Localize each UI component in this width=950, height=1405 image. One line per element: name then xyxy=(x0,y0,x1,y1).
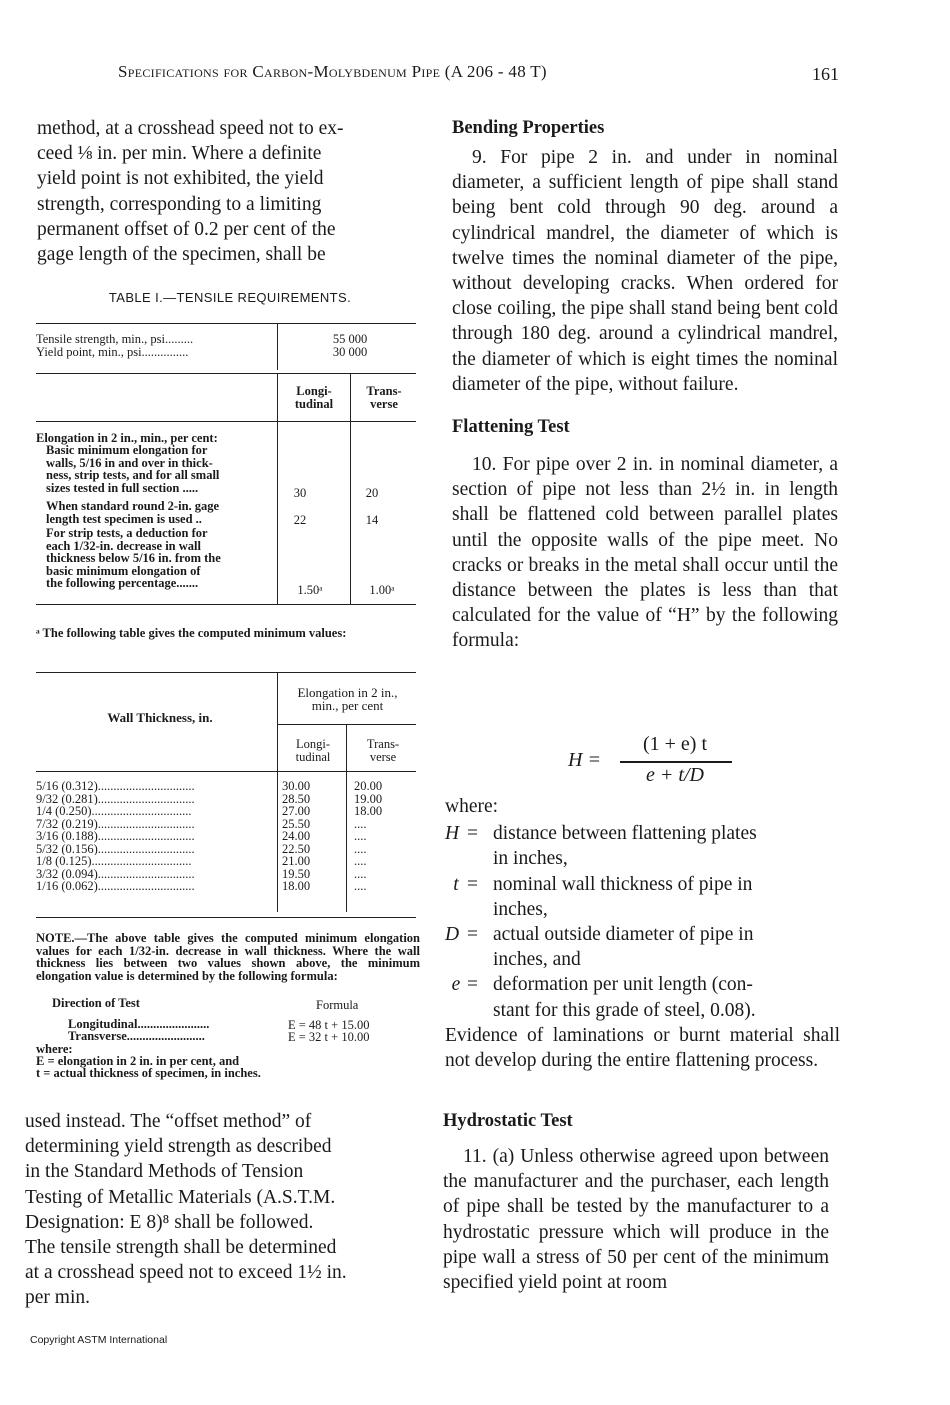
col-longitudinal: Longi- tudinal xyxy=(295,737,331,764)
table-row: 1/4 (0.250)................................ xyxy=(36,805,192,818)
transverse-value: .... xyxy=(354,854,367,868)
rule xyxy=(277,323,278,370)
definition-symbol: e xyxy=(451,974,461,996)
round-longitudinal-value: 22 xyxy=(293,513,307,527)
running-header: Specifications for Carbon-Molybdenum Pipe (A 206 - 48 T) xyxy=(118,62,547,81)
yield-point-value: 30 000 xyxy=(332,345,368,359)
transverse-value: .... xyxy=(354,816,367,831)
rule xyxy=(36,323,416,324)
longitudinal-value: 22.50 xyxy=(282,841,311,856)
definition-symbol: D xyxy=(445,924,460,946)
table1-footnote: ᵃ The following table gives the computed minimum values: xyxy=(36,626,347,640)
definition-equals: = xyxy=(467,873,478,895)
intro-paragraph xyxy=(37,116,427,267)
table-row: 1/8 (0.125)................................ xyxy=(36,855,192,868)
longitudinal-value: 27.00 xyxy=(282,804,311,818)
definition-item xyxy=(445,872,840,922)
e-definition: E = elongation in 2 in. in per cent, and xyxy=(36,1054,240,1068)
fraction-bar xyxy=(620,761,732,763)
note-where: where: xyxy=(36,1042,73,1056)
flattening-formula xyxy=(568,733,728,793)
where-label: where: xyxy=(445,796,499,817)
direction-heading: Direction of Test xyxy=(52,996,140,1010)
text-line: used instead. The “offset method” of xyxy=(25,1111,312,1132)
text-line: Designation: E 8)⁸ shall be followed. xyxy=(25,1211,314,1233)
rule xyxy=(36,604,416,605)
definition-equals: = xyxy=(467,974,478,996)
rule xyxy=(36,917,416,918)
transverse-value: 19.00 xyxy=(354,791,383,806)
formula-heading: Formula xyxy=(316,998,359,1012)
text-line: strength, corresponding to a limiting xyxy=(37,193,322,215)
text-line: yield point is not exhibited, the yield xyxy=(37,168,324,190)
longitudinal-label: Longitudinal....................... xyxy=(68,1018,210,1031)
bending-heading: Bending Properties xyxy=(452,118,605,138)
page-number: 161 xyxy=(812,64,839,84)
text-line: permanent offset of 0.2 per cent of the xyxy=(37,218,336,240)
strip-test-label: For strip tests, a deduction for each 1/32-in. decrease in wall thickness below 5/16 in. from the basic minimum elongation of the following percentage....... xyxy=(46,526,221,590)
text-line: The tensile strength shall be determined xyxy=(25,1237,337,1259)
table-row: 3/32 (0.094)............................... xyxy=(36,867,195,880)
t-definition: t = actual thickness of specimen, in inches. xyxy=(36,1066,261,1080)
definition-text: nominal wall thickness of pipe in inches, xyxy=(493,873,753,920)
right-column-bottom xyxy=(443,1111,829,1295)
basic-transverse-value: 20 xyxy=(365,486,379,500)
rule xyxy=(346,724,347,912)
definition-item xyxy=(445,821,840,871)
hydrostatic-paragraph: 11. (a) Unless otherwise agreed upon between the manufacturer and the purchaser, each length of pipe shall be tested by the manufacturer to a hydrostatic pressure which will produce in the pipe wall a stress of 50 per cent of the minimum specified yield point at room xyxy=(443,1146,829,1294)
definition-text: actual outside diameter of pipe in inches, and xyxy=(493,924,754,971)
flattening-heading: Flattening Test xyxy=(452,417,570,438)
transverse-value: .... xyxy=(354,841,367,856)
definition-text: deformation per unit length (con- stant for this grade of steel, 0.08). xyxy=(493,974,756,1021)
bending-paragraph: 9. For pipe 2 in. and under in nominal diameter, a sufficient length of pipe shall stand being bent cold through 90 deg. around a cylindrical mandrel, the diameter of which is twelve times the nominal diameter of the pipe, without developing cracks. When ordered for close coiling, the pipe shall stand being bent cold through 180 deg. around a cylindrical mandrel, the diameter of which is eight times the nominal diameter of the pipe, without failure. xyxy=(452,147,838,395)
yield-point-label: Yield point, min., psi............... xyxy=(36,345,189,359)
rule xyxy=(277,374,278,604)
copyright-footer: Copyright ASTM International xyxy=(30,1334,168,1346)
col-elongation: Elongation in 2 in., min., per cent xyxy=(297,685,398,713)
definition-text: distance between flattening plates in inches, xyxy=(493,823,757,870)
rule xyxy=(36,373,416,374)
formula-denominator: e + t/D xyxy=(646,764,704,786)
formula-numerator: (1 + e) t xyxy=(642,733,708,755)
tensile-strength-label: Tensile strength, min., psi......... xyxy=(36,332,194,346)
rule xyxy=(350,374,351,604)
strip-longitudinal-value: 1.50ᵃ xyxy=(297,583,323,597)
text-line: method, at a crosshead speed not to ex- xyxy=(37,118,344,139)
definition-symbol: H xyxy=(445,823,460,845)
table-note: NOTE.—The above table gives the computed minimum elongation values for each 1/32-in. decrease in wall thickness. Where the wall thickness lies between two values shown above, the minimum elongation value is determined by the following formula: xyxy=(36,931,420,983)
col-transverse: Trans- verse xyxy=(366,737,400,764)
longitudinal-value: 18.00 xyxy=(282,879,311,893)
longitudinal-value: 25.50 xyxy=(282,816,311,831)
round-specimen-label: When standard round 2-in. gage length test specimen is used .. xyxy=(46,499,220,526)
transverse-value: .... xyxy=(354,829,367,843)
text-line: in the Standard Methods of Tension xyxy=(25,1161,304,1183)
round-transverse-value: 14 xyxy=(365,513,379,527)
text-line: per min. xyxy=(25,1287,90,1309)
evidence-paragraph: Evidence of laminations or burnt material shall not develop during the entire flattening process. xyxy=(445,1024,840,1072)
table-row: 3/16 (0.188)............................... xyxy=(36,830,195,843)
continuation-paragraph xyxy=(25,1109,415,1311)
transverse-value: 20.00 xyxy=(354,779,383,793)
text-line: determining yield strength as described xyxy=(25,1136,332,1158)
longitudinal-value: 21.00 xyxy=(282,854,311,868)
formula-definitions xyxy=(445,794,840,1073)
rule xyxy=(36,771,416,772)
table-row: 7/32 (0.219)............................... xyxy=(36,817,195,830)
strip-transverse-value: 1.00ᵃ xyxy=(369,583,395,597)
rule xyxy=(36,421,416,422)
left-column xyxy=(37,116,427,267)
flattening-paragraph: 10. For pipe over 2 in. in nominal diameter, a section of pipe not less than 2½ in. in length shall be flattened cold between parallel plates until the opposite walls of the pipe meet. No cracks or breaks in the metal shall occur until the distance between the plates is less than that calculated for the value of “H” by the following formula: xyxy=(452,454,838,652)
text-line: ceed ⅛ in. per min. Where a definite xyxy=(37,143,322,165)
longitudinal-value: 24.00 xyxy=(282,829,311,843)
table1-caption: TABLE I.—TENSILE REQUIREMENTS. xyxy=(108,290,352,305)
hydrostatic-heading: Hydrostatic Test xyxy=(443,1111,573,1131)
right-column-top xyxy=(452,118,838,654)
definition-item xyxy=(445,972,840,1022)
transverse-value: .... xyxy=(354,879,367,893)
table-row: 9/32 (0.281)............................... xyxy=(36,792,195,805)
rule xyxy=(36,672,416,673)
transverse-value: 18.00 xyxy=(354,804,383,818)
tensile-strength-value: 55 000 xyxy=(332,332,368,346)
definition-symbol: t xyxy=(453,873,459,895)
table-row: 5/32 (0.156)............................... xyxy=(36,842,195,855)
transverse-formula: E = 32 t + 10.00 xyxy=(288,1030,370,1044)
formula-lhs: H = xyxy=(568,749,601,771)
col-wall-thickness: Wall Thickness, in. xyxy=(107,710,213,725)
definition-equals: = xyxy=(467,823,478,845)
elongation-heading: Elongation in 2 in., min., per cent: xyxy=(36,431,218,445)
basic-longitudinal-value: 30 xyxy=(293,486,307,500)
basic-elongation-label: Basic minimum elongation for walls, 5/16 in and over in thick- ness, strip tests, and for all small sizes tested in full section ..... xyxy=(46,443,220,495)
transverse-label: Transverse......................... xyxy=(68,1030,205,1043)
definition-item xyxy=(445,922,840,972)
text-line: gage length of the specimen, shall be xyxy=(37,244,326,266)
table-row: 5/16 (0.312)............................... xyxy=(36,780,195,793)
table-row: 1/16 (0.062)............................... xyxy=(36,880,195,893)
definition-equals: = xyxy=(467,924,478,946)
longitudinal-value: 19.50 xyxy=(282,866,311,881)
longitudinal-value: 28.50 xyxy=(282,791,311,806)
longitudinal-formula: E = 48 t + 15.00 xyxy=(288,1018,370,1032)
rule xyxy=(277,672,278,912)
longitudinal-value: 30.00 xyxy=(282,779,311,793)
col-transverse: Trans- verse xyxy=(366,384,402,411)
text-line: at a crosshead speed not to exceed 1½ in. xyxy=(25,1262,347,1284)
col-longitudinal: Longi- tudinal xyxy=(294,384,334,411)
text-line: Testing of Metallic Materials (A.S.T.M. xyxy=(25,1186,336,1208)
transverse-value: .... xyxy=(354,866,367,881)
